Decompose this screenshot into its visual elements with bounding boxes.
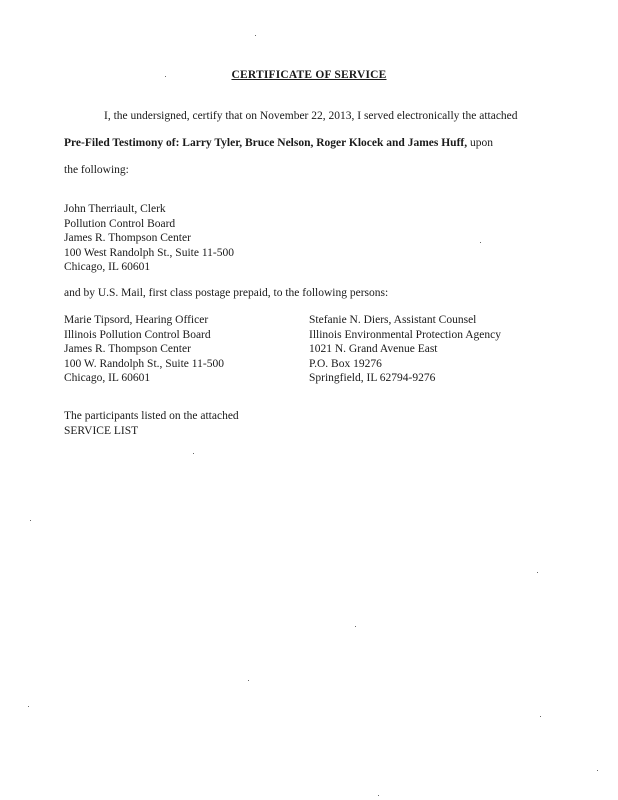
- testimony-trailing: upon: [470, 137, 493, 149]
- scan-speck: [30, 520, 31, 521]
- mail-service-statement: and by U.S. Mail, first class postage prepaid, to the following persons:: [64, 287, 389, 299]
- address-line: Illinois Pollution Control Board: [64, 328, 211, 341]
- hearing-officer-address-block: [64, 313, 224, 386]
- address-line: Marie Tipsord, Hearing Officer: [64, 314, 209, 326]
- scan-speck: [480, 242, 481, 243]
- address-line: James R. Thompson Center: [64, 232, 191, 244]
- address-line: Chicago, IL 60601: [64, 372, 151, 384]
- participants-note: [64, 409, 239, 438]
- address-line: Illinois Environmental Protection Agency: [309, 328, 501, 341]
- certification-statement: I, the undersigned, certify that on November 22, 2013, I served electronically the attached: [104, 110, 518, 122]
- participants-line: The participants listed on the attached: [64, 410, 239, 422]
- scan-speck: [540, 716, 541, 717]
- following-label: the following:: [64, 164, 129, 176]
- testimony-label: Pre-Filed Testimony of:: [64, 137, 180, 149]
- address-line: 1021 N. Grand Avenue East: [309, 343, 438, 355]
- address-line: 100 W. Randolph St., Suite 11-500: [64, 357, 224, 370]
- scan-speck: [165, 76, 166, 77]
- scan-speck: [248, 680, 249, 681]
- testimony-line: [64, 137, 493, 149]
- counsel-address-block: [309, 313, 501, 386]
- scan-speck: [28, 706, 29, 707]
- address-line: John Therriault, Clerk: [64, 203, 166, 215]
- document-title: CERTIFICATE OF SERVICE: [231, 69, 387, 81]
- address-line: 100 West Randolph St., Suite 11-500: [64, 246, 234, 259]
- address-line: P.O. Box 19276: [309, 357, 382, 370]
- address-line: Springfield, IL 62794-9276: [309, 372, 436, 384]
- scan-speck: [597, 770, 598, 771]
- clerk-address-block: [64, 202, 234, 275]
- address-line: Stefanie N. Diers, Assistant Counsel: [309, 314, 477, 326]
- scan-speck: [193, 453, 194, 454]
- scan-speck: [378, 795, 379, 796]
- address-line: Chicago, IL 60601: [64, 261, 151, 273]
- participants-line: SERVICE LIST: [64, 424, 139, 437]
- testimony-witnesses: Larry Tyler, Bruce Nelson, Roger Klocek and James Huff,: [182, 137, 468, 149]
- address-line: James R. Thompson Center: [64, 343, 191, 355]
- scan-speck: [355, 626, 356, 627]
- scan-speck: [255, 35, 256, 36]
- scan-speck: [537, 572, 538, 573]
- address-line: Pollution Control Board: [64, 217, 176, 230]
